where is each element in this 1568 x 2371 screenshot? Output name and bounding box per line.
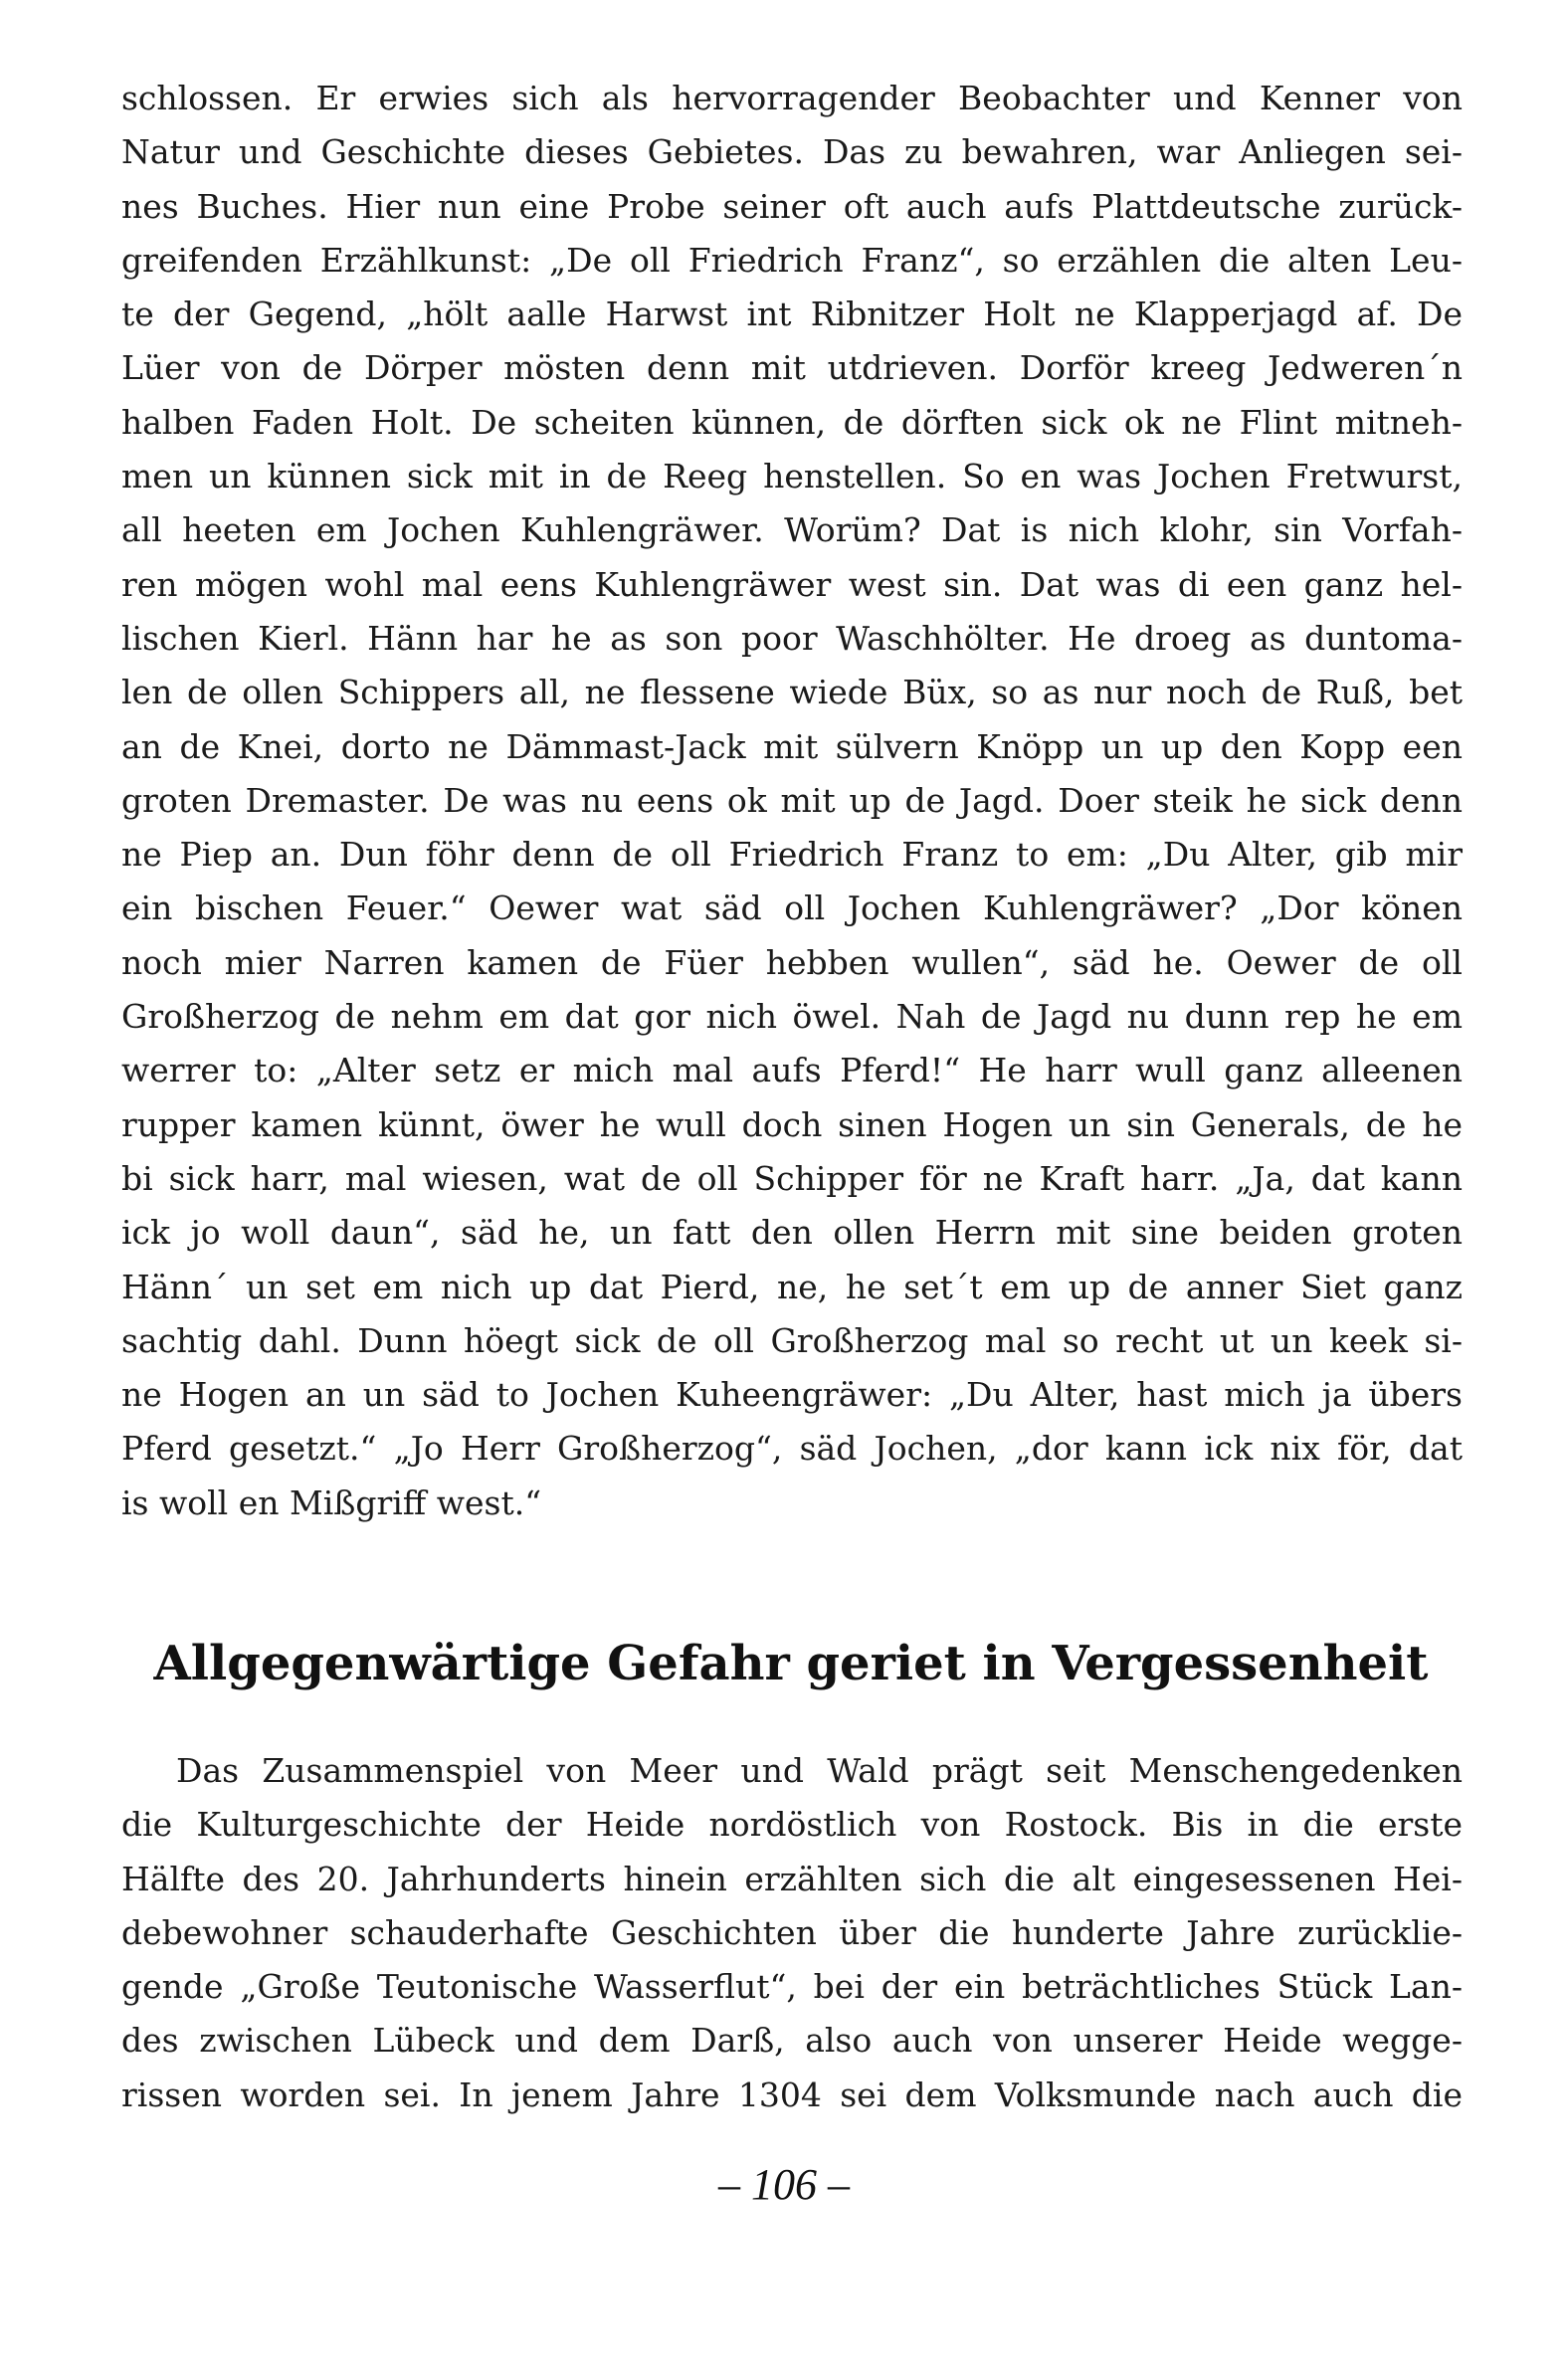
text-line: Hälfte des 20. Jahrhunderts hinein erzählten sich die alt eingesessenen Hei- [121, 1859, 1463, 1898]
text-line: halben Faden Holt. De scheiten künnen, de dörften sick ok ne Flint mitneh- [121, 402, 1463, 442]
text-line: noch mier Narren kamen de Füer hebben wullen“, säd he. Oewer de oll [121, 942, 1463, 982]
text-line: des zwischen Lübeck und dem Darß, also auch von unserer Heide wegge- [121, 2021, 1463, 2061]
text-line: rupper kamen künnt, öwer he wull doch sinen Hogen un sin Generals, de he [121, 1104, 1463, 1144]
text-line: rissen worden sei. In jenem Jahre 1304 sei dem Volksmunde nach auch die [121, 2075, 1463, 2114]
text-line: Lüer von de Dörper mösten denn mit utdrieven. Dorför kreeg Jedweren´n [121, 348, 1463, 388]
text-line: debewohner schauderhafte Geschichten über die hunderte Jahre zurücklie- [121, 1912, 1463, 1952]
paragraph-continued-story [121, 72, 1463, 1530]
text-line: men un künnen sick mit in de Reeg henstellen. So en was Jochen Fretwurst, [121, 457, 1463, 496]
text-line: Das Zusammenspiel von Meer und Wald prägt seit Menschengedenken [176, 1751, 1463, 1790]
text-line: ne Piep an. Dun föhr denn de oll Friedrich Franz to em: „Du Alter, gib mir [121, 835, 1463, 875]
page-number: – 106 – [718, 2160, 850, 2209]
text-line: lischen Kierl. Hänn har he as son poor Waschhölter. He droeg as duntoma- [121, 618, 1463, 658]
section-heading: Allgegenwärtige Gefahr geriet in Vergessenheit [153, 1636, 1429, 1691]
paragraph-section-intro [121, 1744, 1463, 2122]
text-line: is woll en Mißgriff west.“ [121, 1482, 542, 1522]
text-line: Hänn´ un set em nich up dat Pierd, ne, he set´t em up de anner Siet ganz [121, 1267, 1463, 1306]
text-line: gende „Große Teutonische Wasserflut“, bei der ein beträchtliches Stück Lan- [121, 1967, 1463, 2007]
text-line: schlossen. Er erwies sich als hervorragender Beobachter und Kenner von [121, 79, 1463, 117]
text-line: ein bischen Feuer.“ Oewer wat säd oll Jochen Kuhlengräwer? „Dor könen [121, 889, 1463, 928]
text-line: sachtig dahl. Dunn höegt sick de oll Großherzog mal so recht ut un keek si- [121, 1320, 1463, 1360]
text-line: Großherzog de nehm em dat gor nich öwel. Nah de Jagd nu dunn rep he em [121, 997, 1463, 1037]
text-line: nes Buches. Hier nun eine Probe seiner oft auch aufs Plattdeutsche zurück- [121, 186, 1463, 226]
text-line: ick jo woll daun“, säd he, un fatt den ollen Herrn mit sine beiden groten [121, 1213, 1463, 1253]
text-line: ne Hogen an un säd to Jochen Kuheengräwer: „Du Alter, hast mich ja übers [121, 1375, 1463, 1415]
text-line: ren mögen wohl mal eens Kuhlengräwer west sin. Dat was di een ganz hel- [121, 564, 1463, 604]
text-line: groten Dremaster. De was nu eens ok mit up de Jagd. Doer steik he sick denn [121, 780, 1463, 820]
text-line: te der Gegend, „hölt aalle Harwst int Ribnitzer Holt ne Klapperjagd af. De [121, 295, 1463, 334]
text-line: an de Knei, dorto ne Dämmast-Jack mit sülvern Knöpp un up den Kopp een [121, 726, 1463, 766]
text-line: die Kulturgeschichte der Heide nordöstlich von Rostock. Bis in die erste [121, 1805, 1463, 1845]
text-line: bi sick harr, mal wiesen, wat de oll Schipper för ne Kraft harr. „Ja, dat kann [121, 1158, 1463, 1198]
text-line: all heeten em Jochen Kuhlengräwer. Worüm? Dat is nich klohr, sin Vorfah- [121, 510, 1463, 550]
text-line: len de ollen Schippers all, ne flessene wiede Büx, so as nur noch de Ruß, bet [121, 673, 1463, 712]
text-line: Pferd gesetzt.“ „Jo Herr Großherzog“, säd Jochen, „dor kann ick nix för, dat [121, 1429, 1463, 1469]
text-line: werrer to: „Alter setz er mich mal aufs Pferd!“ He harr wull ganz alleenen [121, 1051, 1463, 1090]
text-line: greifenden Erzählkunst: „De oll Friedrich Franz“, so erzählen die alten Leu- [121, 240, 1463, 280]
text-line: Natur und Geschichte dieses Gebietes. Das zu bewahren, war Anliegen sei- [121, 132, 1463, 172]
